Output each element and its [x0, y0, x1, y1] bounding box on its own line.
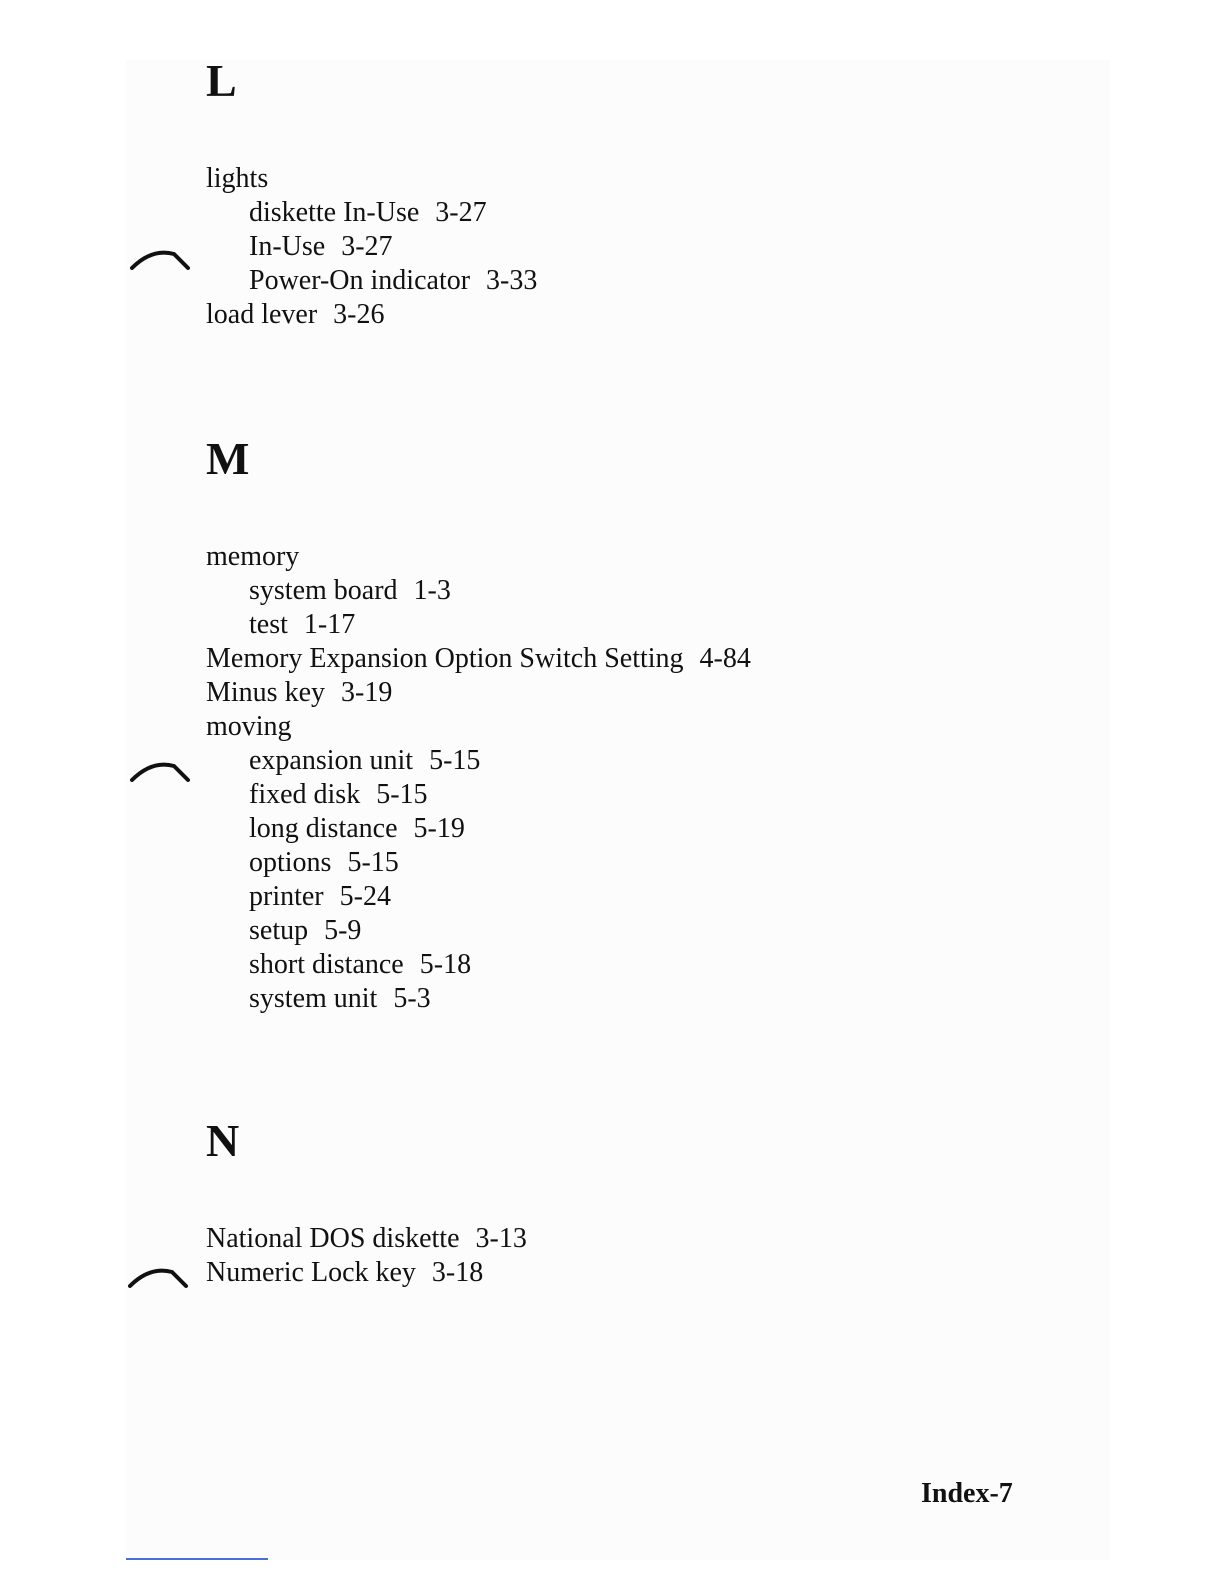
page-number: Index-7	[921, 1478, 1013, 1509]
index-list-m	[206, 540, 751, 1016]
page-reference: 3-33	[486, 265, 538, 296]
index-subentry: short distance 5-18	[249, 949, 472, 980]
index-subentry: printer 5-24	[249, 881, 391, 912]
index-list-n	[206, 1222, 527, 1290]
index-subentry: test 1-17	[249, 609, 356, 640]
index-subentry: system unit 5-3	[249, 983, 431, 1014]
section-letter-n: N	[206, 1115, 240, 1166]
page-reference: 5-18	[419, 949, 472, 980]
page-reference: 1-3	[413, 575, 451, 606]
binder-hole-mark-icon	[128, 1264, 190, 1290]
index-entry: Minus key 3-19	[206, 677, 393, 708]
page-reference: 3-27	[435, 197, 487, 228]
index-subentry: In-Use 3-27	[249, 231, 393, 262]
page-reference: 5-24	[339, 881, 391, 912]
page-reference: 5-15	[376, 779, 428, 810]
index-subentry: diskette In-Use 3-27	[249, 197, 487, 228]
page-reference: 5-15	[429, 745, 481, 776]
page-reference: 4-84	[699, 643, 751, 674]
index-entry: lights	[206, 163, 269, 194]
index-subentry: system board 1-3	[249, 575, 451, 606]
index-entry: Numeric Lock key 3-18	[206, 1257, 484, 1288]
page-reference: 1-17	[303, 609, 356, 640]
index-entry: Memory Expansion Option Switch Setting 4-84	[206, 643, 751, 674]
index-subentry: options 5-15	[249, 847, 399, 878]
page-reference: 5-9	[324, 915, 362, 946]
index-entry: National DOS diskette 3-13	[206, 1223, 527, 1254]
index-entry: memory	[206, 541, 300, 572]
page-reference: 3-27	[341, 231, 393, 262]
binder-hole-mark-icon	[130, 246, 192, 272]
index-subentry: long distance 5-19	[249, 813, 465, 844]
page-reference: 3-19	[341, 677, 393, 708]
index-subentry: fixed disk 5-15	[249, 779, 428, 810]
page-reference: 5-15	[347, 847, 399, 878]
index-subentry: Power-On indicator 3-33	[249, 265, 538, 296]
page-reference: 3-26	[333, 299, 385, 330]
section-letter-l: L	[206, 55, 237, 106]
page-reference: 5-3	[393, 983, 431, 1014]
bottom-rule	[126, 1558, 268, 1560]
index-list-l	[206, 162, 537, 332]
page-reference: 5-19	[413, 813, 465, 844]
index-subentry: expansion unit 5-15	[249, 745, 481, 776]
binder-hole-mark-icon	[130, 758, 192, 784]
index-subentry: setup 5-9	[249, 915, 362, 946]
section-letter-m: M	[206, 433, 250, 484]
page-reference: 3-13	[475, 1223, 527, 1254]
index-entry: load lever 3-26	[206, 299, 385, 330]
page-reference: 3-18	[431, 1257, 484, 1288]
index-entry: moving	[206, 711, 292, 742]
